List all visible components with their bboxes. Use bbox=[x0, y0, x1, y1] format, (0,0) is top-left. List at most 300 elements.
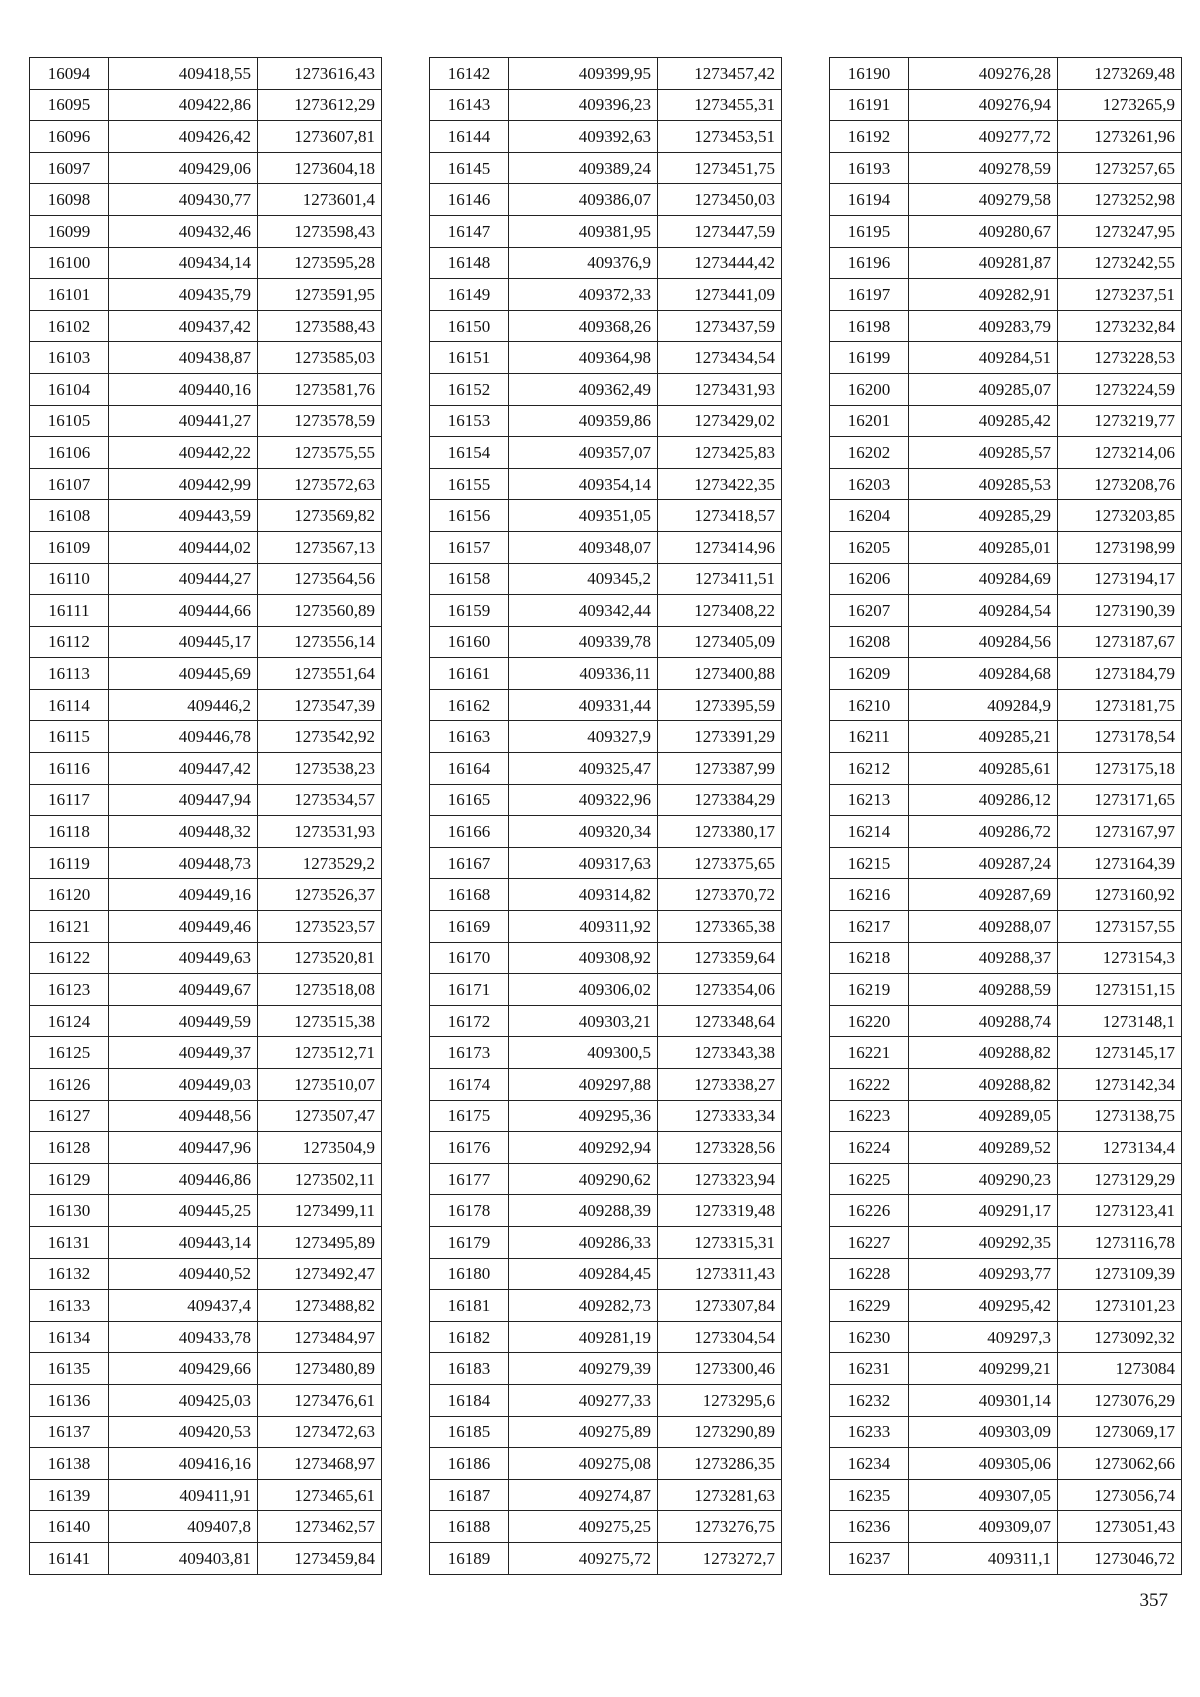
y-coordinate-cell: 1273480,89 bbox=[258, 1353, 382, 1385]
point-number-cell: 16175 bbox=[430, 1100, 509, 1132]
table-row bbox=[830, 1353, 1182, 1385]
y-coordinate-cell: 1273434,54 bbox=[658, 342, 782, 374]
y-coordinate-cell: 1273451,75 bbox=[658, 152, 782, 184]
x-coordinate-cell: 409275,25 bbox=[509, 1511, 658, 1543]
x-coordinate-cell: 409443,14 bbox=[109, 1226, 258, 1258]
x-coordinate-cell: 409288,82 bbox=[909, 1069, 1058, 1101]
point-number-cell: 16214 bbox=[830, 816, 909, 848]
y-coordinate-cell: 1273616,43 bbox=[258, 58, 382, 90]
y-coordinate-cell: 1273429,02 bbox=[658, 405, 782, 437]
point-number-cell: 16132 bbox=[30, 1258, 109, 1290]
x-coordinate-cell: 409351,05 bbox=[509, 500, 658, 532]
x-coordinate-cell: 409289,52 bbox=[909, 1132, 1058, 1164]
point-number-cell: 16222 bbox=[830, 1069, 909, 1101]
y-coordinate-cell: 1273370,72 bbox=[658, 879, 782, 911]
table-row bbox=[830, 879, 1182, 911]
y-coordinate-cell: 1273151,15 bbox=[1058, 974, 1182, 1006]
point-number-cell: 16115 bbox=[30, 721, 109, 753]
x-coordinate-cell: 409442,22 bbox=[109, 437, 258, 469]
point-number-cell: 16192 bbox=[830, 121, 909, 153]
table-row bbox=[830, 1258, 1182, 1290]
x-coordinate-cell: 409407,8 bbox=[109, 1511, 258, 1543]
y-coordinate-cell: 1273462,57 bbox=[258, 1511, 382, 1543]
x-coordinate-cell: 409449,03 bbox=[109, 1069, 258, 1101]
x-coordinate-cell: 409311,92 bbox=[509, 911, 658, 943]
x-coordinate-cell: 409288,74 bbox=[909, 1005, 1058, 1037]
y-coordinate-cell: 1273588,43 bbox=[258, 310, 382, 342]
y-coordinate-cell: 1273510,07 bbox=[258, 1069, 382, 1101]
y-coordinate-cell: 1273178,54 bbox=[1058, 721, 1182, 753]
point-number-cell: 16133 bbox=[30, 1290, 109, 1322]
point-number-cell: 16207 bbox=[830, 595, 909, 627]
x-coordinate-cell: 409284,54 bbox=[909, 595, 1058, 627]
y-coordinate-cell: 1273295,6 bbox=[658, 1384, 782, 1416]
table-row bbox=[30, 500, 382, 532]
x-coordinate-cell: 409282,91 bbox=[909, 279, 1058, 311]
y-coordinate-cell: 1273265,9 bbox=[1058, 89, 1182, 121]
y-coordinate-cell: 1273437,59 bbox=[658, 310, 782, 342]
x-coordinate-cell: 409449,67 bbox=[109, 974, 258, 1006]
x-coordinate-cell: 409429,66 bbox=[109, 1353, 258, 1385]
table-row bbox=[430, 531, 782, 563]
x-coordinate-cell: 409284,9 bbox=[909, 689, 1058, 721]
point-number-cell: 16224 bbox=[830, 1132, 909, 1164]
x-coordinate-cell: 409422,86 bbox=[109, 89, 258, 121]
table-row bbox=[830, 721, 1182, 753]
table-row bbox=[830, 342, 1182, 374]
table-row bbox=[430, 500, 782, 532]
table-row bbox=[430, 1100, 782, 1132]
point-number-cell: 16233 bbox=[830, 1416, 909, 1448]
x-coordinate-cell: 409440,16 bbox=[109, 373, 258, 405]
x-coordinate-cell: 409327,9 bbox=[509, 721, 658, 753]
y-coordinate-cell: 1273175,18 bbox=[1058, 753, 1182, 785]
x-coordinate-cell: 409293,77 bbox=[909, 1258, 1058, 1290]
x-coordinate-cell: 409285,07 bbox=[909, 373, 1058, 405]
x-coordinate-cell: 409295,42 bbox=[909, 1290, 1058, 1322]
point-number-cell: 16221 bbox=[830, 1037, 909, 1069]
x-coordinate-cell: 409280,67 bbox=[909, 215, 1058, 247]
table-row bbox=[30, 531, 382, 563]
point-number-cell: 16154 bbox=[430, 437, 509, 469]
table-row bbox=[30, 847, 382, 879]
table-row bbox=[30, 437, 382, 469]
point-number-cell: 16116 bbox=[30, 753, 109, 785]
y-coordinate-cell: 1273116,78 bbox=[1058, 1226, 1182, 1258]
y-coordinate-cell: 1273405,09 bbox=[658, 626, 782, 658]
table-row bbox=[30, 215, 382, 247]
table-row bbox=[30, 911, 382, 943]
y-coordinate-cell: 1273422,35 bbox=[658, 468, 782, 500]
x-coordinate-cell: 409295,36 bbox=[509, 1100, 658, 1132]
x-coordinate-cell: 409444,02 bbox=[109, 531, 258, 563]
x-coordinate-cell: 409287,69 bbox=[909, 879, 1058, 911]
x-coordinate-cell: 409376,9 bbox=[509, 247, 658, 279]
x-coordinate-cell: 409331,44 bbox=[509, 689, 658, 721]
point-number-cell: 16103 bbox=[30, 342, 109, 374]
y-coordinate-cell: 1273411,51 bbox=[658, 563, 782, 595]
point-number-cell: 16134 bbox=[30, 1321, 109, 1353]
table-row bbox=[30, 595, 382, 627]
x-coordinate-cell: 409420,53 bbox=[109, 1416, 258, 1448]
point-number-cell: 16234 bbox=[830, 1448, 909, 1480]
y-coordinate-cell: 1273391,29 bbox=[658, 721, 782, 753]
table-row bbox=[830, 1069, 1182, 1101]
y-coordinate-cell: 1273453,51 bbox=[658, 121, 782, 153]
y-coordinate-cell: 1273598,43 bbox=[258, 215, 382, 247]
point-number-cell: 16143 bbox=[430, 89, 509, 121]
x-coordinate-cell: 409438,87 bbox=[109, 342, 258, 374]
x-coordinate-cell: 409286,33 bbox=[509, 1226, 658, 1258]
x-coordinate-cell: 409434,14 bbox=[109, 247, 258, 279]
point-number-cell: 16099 bbox=[30, 215, 109, 247]
y-coordinate-cell: 1273304,54 bbox=[658, 1321, 782, 1353]
point-number-cell: 16160 bbox=[430, 626, 509, 658]
point-number-cell: 16202 bbox=[830, 437, 909, 469]
y-coordinate-cell: 1273164,39 bbox=[1058, 847, 1182, 879]
point-number-cell: 16166 bbox=[430, 816, 509, 848]
y-coordinate-cell: 1273208,76 bbox=[1058, 468, 1182, 500]
x-coordinate-cell: 409277,72 bbox=[909, 121, 1058, 153]
table-row bbox=[830, 911, 1182, 943]
point-number-cell: 16174 bbox=[430, 1069, 509, 1101]
y-coordinate-cell: 1273300,46 bbox=[658, 1353, 782, 1385]
x-coordinate-cell: 409292,35 bbox=[909, 1226, 1058, 1258]
y-coordinate-cell: 1273219,77 bbox=[1058, 405, 1182, 437]
point-number-cell: 16217 bbox=[830, 911, 909, 943]
table-row bbox=[830, 847, 1182, 879]
point-number-cell: 16126 bbox=[30, 1069, 109, 1101]
table-row bbox=[30, 468, 382, 500]
x-coordinate-cell: 409449,63 bbox=[109, 942, 258, 974]
table-row bbox=[430, 658, 782, 690]
table-row bbox=[430, 1511, 782, 1543]
x-coordinate-cell: 409446,86 bbox=[109, 1163, 258, 1195]
point-number-cell: 16098 bbox=[30, 184, 109, 216]
y-coordinate-cell: 1273492,47 bbox=[258, 1258, 382, 1290]
x-coordinate-cell: 409449,46 bbox=[109, 911, 258, 943]
point-number-cell: 16155 bbox=[430, 468, 509, 500]
point-number-cell: 16106 bbox=[30, 437, 109, 469]
point-number-cell: 16220 bbox=[830, 1005, 909, 1037]
x-coordinate-cell: 409301,14 bbox=[909, 1384, 1058, 1416]
table-row bbox=[430, 373, 782, 405]
x-coordinate-cell: 409443,59 bbox=[109, 500, 258, 532]
point-number-cell: 16180 bbox=[430, 1258, 509, 1290]
table-row bbox=[830, 626, 1182, 658]
table-row bbox=[830, 531, 1182, 563]
table-row bbox=[430, 816, 782, 848]
table-row bbox=[430, 1037, 782, 1069]
table-row bbox=[430, 1384, 782, 1416]
x-coordinate-cell: 409362,49 bbox=[509, 373, 658, 405]
table-row bbox=[830, 1100, 1182, 1132]
y-coordinate-cell: 1273148,1 bbox=[1058, 1005, 1182, 1037]
x-coordinate-cell: 409447,94 bbox=[109, 784, 258, 816]
point-number-cell: 16205 bbox=[830, 531, 909, 563]
table-row bbox=[830, 974, 1182, 1006]
table-row bbox=[430, 184, 782, 216]
x-coordinate-cell: 409446,78 bbox=[109, 721, 258, 753]
x-coordinate-cell: 409314,82 bbox=[509, 879, 658, 911]
table-row bbox=[430, 721, 782, 753]
y-coordinate-cell: 1273578,59 bbox=[258, 405, 382, 437]
coordinate-table-3 bbox=[829, 57, 1182, 1575]
table-row bbox=[30, 342, 382, 374]
y-coordinate-cell: 1273242,55 bbox=[1058, 247, 1182, 279]
y-coordinate-cell: 1273551,64 bbox=[258, 658, 382, 690]
table-row bbox=[430, 1479, 782, 1511]
table-row bbox=[830, 1416, 1182, 1448]
x-coordinate-cell: 409447,42 bbox=[109, 753, 258, 785]
point-number-cell: 16196 bbox=[830, 247, 909, 279]
x-coordinate-cell: 409285,29 bbox=[909, 500, 1058, 532]
point-number-cell: 16152 bbox=[430, 373, 509, 405]
table-row bbox=[30, 1511, 382, 1543]
table-row bbox=[830, 89, 1182, 121]
point-number-cell: 16198 bbox=[830, 310, 909, 342]
x-coordinate-cell: 409303,21 bbox=[509, 1005, 658, 1037]
table-row bbox=[830, 279, 1182, 311]
point-number-cell: 16203 bbox=[830, 468, 909, 500]
table-row bbox=[430, 879, 782, 911]
y-coordinate-cell: 1273520,81 bbox=[258, 942, 382, 974]
table-row bbox=[830, 1005, 1182, 1037]
table-row bbox=[30, 152, 382, 184]
y-coordinate-cell: 1273512,71 bbox=[258, 1037, 382, 1069]
y-coordinate-cell: 1273495,89 bbox=[258, 1226, 382, 1258]
y-coordinate-cell: 1273414,96 bbox=[658, 531, 782, 563]
y-coordinate-cell: 1273056,74 bbox=[1058, 1479, 1182, 1511]
y-coordinate-cell: 1273504,9 bbox=[258, 1132, 382, 1164]
point-number-cell: 16235 bbox=[830, 1479, 909, 1511]
table-row bbox=[830, 563, 1182, 595]
table-row bbox=[30, 816, 382, 848]
point-number-cell: 16131 bbox=[30, 1226, 109, 1258]
table-row bbox=[430, 310, 782, 342]
y-coordinate-cell: 1273323,94 bbox=[658, 1163, 782, 1195]
table-row bbox=[430, 1353, 782, 1385]
point-number-cell: 16114 bbox=[30, 689, 109, 721]
y-coordinate-cell: 1273184,79 bbox=[1058, 658, 1182, 690]
table-row bbox=[30, 721, 382, 753]
table-row bbox=[430, 563, 782, 595]
y-coordinate-cell: 1273224,59 bbox=[1058, 373, 1182, 405]
y-coordinate-cell: 1273465,61 bbox=[258, 1479, 382, 1511]
y-coordinate-cell: 1273237,51 bbox=[1058, 279, 1182, 311]
table-row bbox=[430, 279, 782, 311]
y-coordinate-cell: 1273307,84 bbox=[658, 1290, 782, 1322]
point-number-cell: 16172 bbox=[430, 1005, 509, 1037]
x-coordinate-cell: 409285,53 bbox=[909, 468, 1058, 500]
table-row bbox=[830, 215, 1182, 247]
point-number-cell: 16173 bbox=[430, 1037, 509, 1069]
table-row bbox=[30, 1132, 382, 1164]
x-coordinate-cell: 409433,78 bbox=[109, 1321, 258, 1353]
table-row bbox=[30, 879, 382, 911]
x-coordinate-cell: 409307,05 bbox=[909, 1479, 1058, 1511]
table-row bbox=[30, 1037, 382, 1069]
table-row bbox=[30, 1163, 382, 1195]
table-row bbox=[830, 121, 1182, 153]
point-number-cell: 16186 bbox=[430, 1448, 509, 1480]
table-row bbox=[30, 247, 382, 279]
x-coordinate-cell: 409345,2 bbox=[509, 563, 658, 595]
y-coordinate-cell: 1273171,65 bbox=[1058, 784, 1182, 816]
x-coordinate-cell: 409290,62 bbox=[509, 1163, 658, 1195]
y-coordinate-cell: 1273076,29 bbox=[1058, 1384, 1182, 1416]
x-coordinate-cell: 409284,51 bbox=[909, 342, 1058, 374]
point-number-cell: 16120 bbox=[30, 879, 109, 911]
table-row bbox=[430, 1163, 782, 1195]
table-row bbox=[430, 595, 782, 627]
x-coordinate-cell: 409430,77 bbox=[109, 184, 258, 216]
y-coordinate-cell: 1273604,18 bbox=[258, 152, 382, 184]
y-coordinate-cell: 1273187,67 bbox=[1058, 626, 1182, 658]
table-row bbox=[430, 342, 782, 374]
point-number-cell: 16193 bbox=[830, 152, 909, 184]
point-number-cell: 16125 bbox=[30, 1037, 109, 1069]
point-number-cell: 16218 bbox=[830, 942, 909, 974]
x-coordinate-cell: 409285,57 bbox=[909, 437, 1058, 469]
y-coordinate-cell: 1273214,06 bbox=[1058, 437, 1182, 469]
point-number-cell: 16208 bbox=[830, 626, 909, 658]
y-coordinate-cell: 1273450,03 bbox=[658, 184, 782, 216]
x-coordinate-cell: 409275,89 bbox=[509, 1416, 658, 1448]
table-row bbox=[30, 121, 382, 153]
table-row bbox=[830, 405, 1182, 437]
point-number-cell: 16142 bbox=[430, 58, 509, 90]
x-coordinate-cell: 409448,73 bbox=[109, 847, 258, 879]
table-row bbox=[830, 1290, 1182, 1322]
x-coordinate-cell: 409281,19 bbox=[509, 1321, 658, 1353]
point-number-cell: 16159 bbox=[430, 595, 509, 627]
table-row bbox=[30, 626, 382, 658]
point-number-cell: 16135 bbox=[30, 1353, 109, 1385]
point-number-cell: 16150 bbox=[430, 310, 509, 342]
y-coordinate-cell: 1273455,31 bbox=[658, 89, 782, 121]
table-row bbox=[430, 784, 782, 816]
x-coordinate-cell: 409282,73 bbox=[509, 1290, 658, 1322]
x-coordinate-cell: 409300,5 bbox=[509, 1037, 658, 1069]
y-coordinate-cell: 1273431,93 bbox=[658, 373, 782, 405]
table-row bbox=[830, 753, 1182, 785]
point-number-cell: 16237 bbox=[830, 1542, 909, 1574]
table-row bbox=[830, 1321, 1182, 1353]
point-number-cell: 16117 bbox=[30, 784, 109, 816]
x-coordinate-cell: 409288,59 bbox=[909, 974, 1058, 1006]
x-coordinate-cell: 409306,02 bbox=[509, 974, 658, 1006]
table-row bbox=[30, 1384, 382, 1416]
x-coordinate-cell: 409348,07 bbox=[509, 531, 658, 563]
table-row bbox=[30, 1416, 382, 1448]
y-coordinate-cell: 1273145,17 bbox=[1058, 1037, 1182, 1069]
y-coordinate-cell: 1273518,08 bbox=[258, 974, 382, 1006]
y-coordinate-cell: 1273333,34 bbox=[658, 1100, 782, 1132]
point-number-cell: 16223 bbox=[830, 1100, 909, 1132]
point-number-cell: 16230 bbox=[830, 1321, 909, 1353]
y-coordinate-cell: 1273526,37 bbox=[258, 879, 382, 911]
point-number-cell: 16123 bbox=[30, 974, 109, 1006]
point-number-cell: 16167 bbox=[430, 847, 509, 879]
y-coordinate-cell: 1273142,34 bbox=[1058, 1069, 1182, 1101]
x-coordinate-cell: 409437,42 bbox=[109, 310, 258, 342]
x-coordinate-cell: 409403,81 bbox=[109, 1542, 258, 1574]
table-row bbox=[30, 658, 382, 690]
point-number-cell: 16204 bbox=[830, 500, 909, 532]
y-coordinate-cell: 1273447,59 bbox=[658, 215, 782, 247]
y-coordinate-cell: 1273257,65 bbox=[1058, 152, 1182, 184]
point-number-cell: 16188 bbox=[430, 1511, 509, 1543]
x-coordinate-cell: 409286,12 bbox=[909, 784, 1058, 816]
point-number-cell: 16232 bbox=[830, 1384, 909, 1416]
point-number-cell: 16215 bbox=[830, 847, 909, 879]
y-coordinate-cell: 1273499,11 bbox=[258, 1195, 382, 1227]
x-coordinate-cell: 409285,61 bbox=[909, 753, 1058, 785]
y-coordinate-cell: 1273084 bbox=[1058, 1353, 1182, 1385]
x-coordinate-cell: 409305,06 bbox=[909, 1448, 1058, 1480]
x-coordinate-cell: 409445,25 bbox=[109, 1195, 258, 1227]
y-coordinate-cell: 1273572,63 bbox=[258, 468, 382, 500]
x-coordinate-cell: 409418,55 bbox=[109, 58, 258, 90]
point-number-cell: 16122 bbox=[30, 942, 109, 974]
table-row bbox=[30, 689, 382, 721]
y-coordinate-cell: 1273502,11 bbox=[258, 1163, 382, 1195]
table-row bbox=[30, 753, 382, 785]
x-coordinate-cell: 409445,69 bbox=[109, 658, 258, 690]
x-coordinate-cell: 409279,58 bbox=[909, 184, 1058, 216]
point-number-cell: 16118 bbox=[30, 816, 109, 848]
table-row bbox=[830, 1163, 1182, 1195]
x-coordinate-cell: 409290,23 bbox=[909, 1163, 1058, 1195]
x-coordinate-cell: 409448,32 bbox=[109, 816, 258, 848]
x-coordinate-cell: 409284,56 bbox=[909, 626, 1058, 658]
table-row bbox=[30, 942, 382, 974]
y-coordinate-cell: 1273101,23 bbox=[1058, 1290, 1182, 1322]
point-number-cell: 16197 bbox=[830, 279, 909, 311]
x-coordinate-cell: 409299,21 bbox=[909, 1353, 1058, 1385]
point-number-cell: 16109 bbox=[30, 531, 109, 563]
y-coordinate-cell: 1273591,95 bbox=[258, 279, 382, 311]
x-coordinate-cell: 409288,82 bbox=[909, 1037, 1058, 1069]
point-number-cell: 16182 bbox=[430, 1321, 509, 1353]
x-coordinate-cell: 409276,28 bbox=[909, 58, 1058, 90]
y-coordinate-cell: 1273531,93 bbox=[258, 816, 382, 848]
table-row bbox=[30, 405, 382, 437]
point-number-cell: 16107 bbox=[30, 468, 109, 500]
x-coordinate-cell: 409441,27 bbox=[109, 405, 258, 437]
page-number: 357 bbox=[1139, 1590, 1168, 1611]
y-coordinate-cell: 1273365,38 bbox=[658, 911, 782, 943]
table-row bbox=[830, 816, 1182, 848]
x-coordinate-cell: 409275,72 bbox=[509, 1542, 658, 1574]
y-coordinate-cell: 1273286,35 bbox=[658, 1448, 782, 1480]
point-number-cell: 16206 bbox=[830, 563, 909, 595]
table-row bbox=[30, 1005, 382, 1037]
point-number-cell: 16141 bbox=[30, 1542, 109, 1574]
x-coordinate-cell: 409449,37 bbox=[109, 1037, 258, 1069]
point-number-cell: 16213 bbox=[830, 784, 909, 816]
y-coordinate-cell: 1273359,64 bbox=[658, 942, 782, 974]
point-number-cell: 16210 bbox=[830, 689, 909, 721]
point-number-cell: 16200 bbox=[830, 373, 909, 405]
table-row bbox=[430, 1416, 782, 1448]
point-number-cell: 16179 bbox=[430, 1226, 509, 1258]
table-row bbox=[830, 373, 1182, 405]
table-row bbox=[830, 500, 1182, 532]
x-coordinate-cell: 409444,66 bbox=[109, 595, 258, 627]
x-coordinate-cell: 409446,2 bbox=[109, 689, 258, 721]
